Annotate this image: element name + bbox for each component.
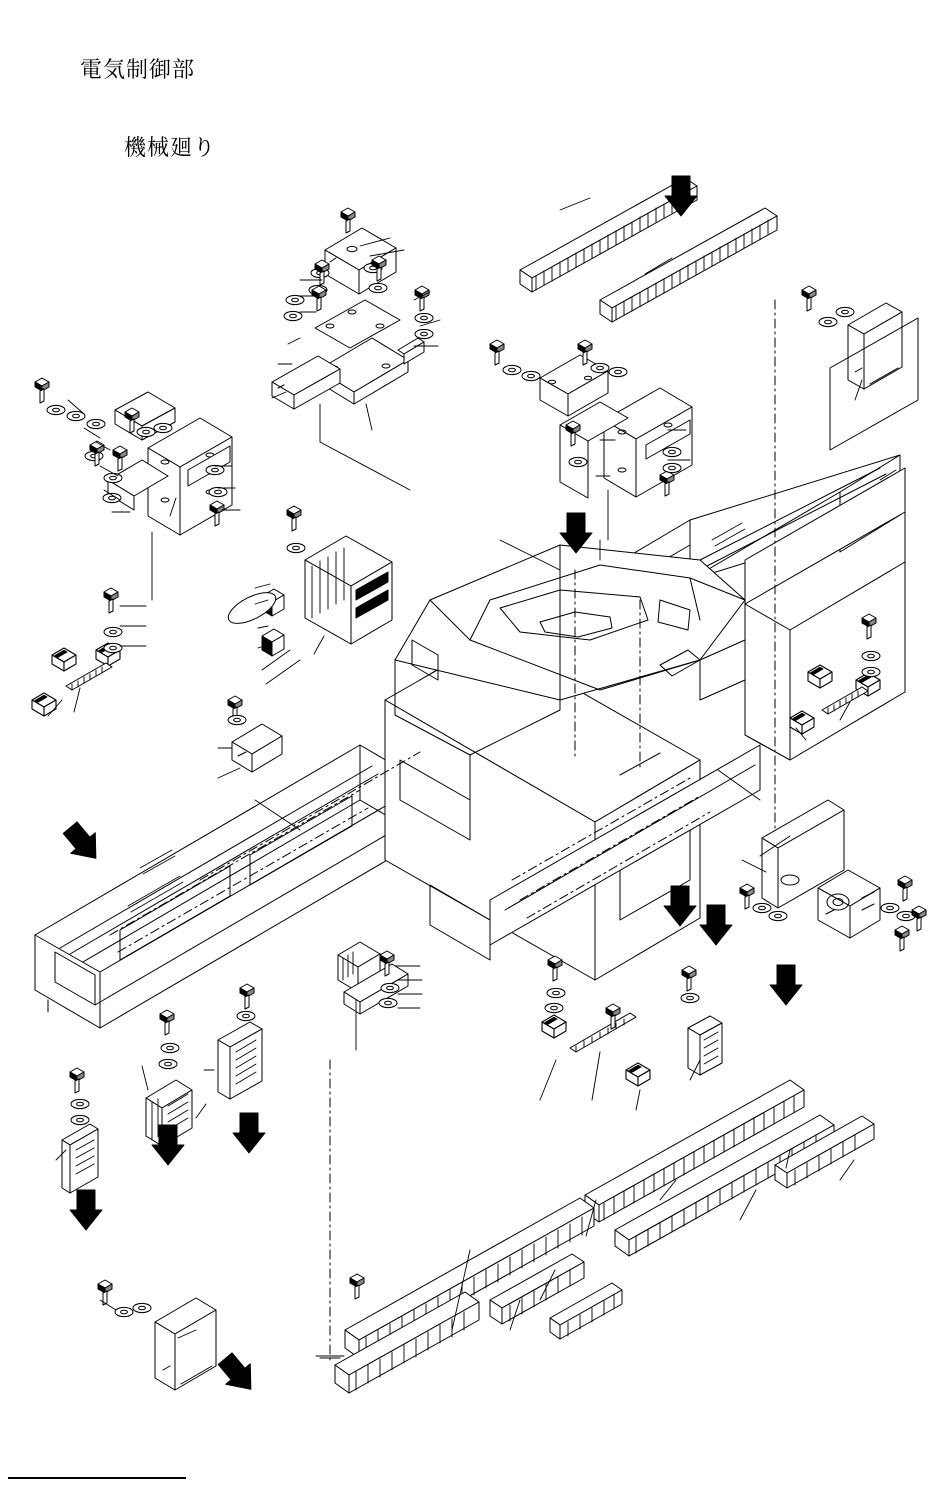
clamp-set-left-group: [32, 588, 122, 716]
title-line-2: 機械廻り: [124, 135, 217, 161]
terminal-strip-left-group: [224, 506, 392, 656]
bracket-lower-left-group: [228, 696, 282, 772]
control-box-top-left-group: [272, 208, 433, 409]
relay-unit-lower-center-group: [338, 942, 408, 1014]
title-line-1: 電気制御部: [80, 57, 196, 83]
cover-box-upper-right-group: [802, 286, 918, 450]
cable-duct-group-upper: [520, 178, 777, 322]
motor-unit-right-group: [740, 800, 926, 951]
mounting-plate-center-group: [490, 340, 692, 498]
clamp-set-right-group: [790, 614, 880, 734]
bottom-center-clamp-group: [542, 956, 722, 1086]
sheet-bottom-rule: [8, 1477, 186, 1479]
cable-duct-group-lower: [335, 1080, 874, 1393]
mounting-plate-left-group: [35, 378, 232, 535]
cover-box-bottom-left-group: [98, 1280, 216, 1390]
